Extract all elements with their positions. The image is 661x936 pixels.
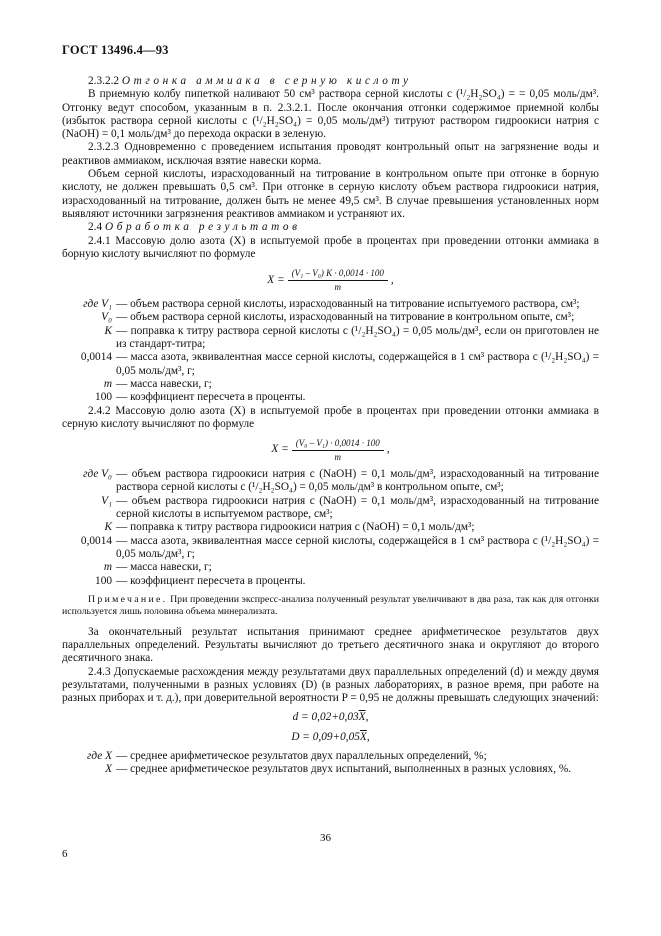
section-2323-text: 2.3.2.3 Одновременно с проведением испытания проводят контрольный опыт на загрязнение воды и реактивов аммиаком, исключая взятие навески корма. xyxy=(62,141,599,167)
definition-symbol: X xyxy=(105,762,112,775)
definition-row xyxy=(62,311,599,324)
section-243-text: 2.4.3 Допускаемые расхождения между результатами двух параллельных определений (d) и между двумя результатами, полученными в разных условиях (D) (в разных лабораториях, в разное время, при работе на разных приборах и т. д.), при доверительной вероятности P = 0,95 не должны превышать следующих значений: xyxy=(62,665,599,705)
definition-symbol: m xyxy=(103,377,112,390)
formula-fraction xyxy=(288,268,388,293)
definition-symbol: m xyxy=(103,561,112,574)
definition-symbol: 0,0014 xyxy=(80,351,112,364)
definition-text: — масса навески, г; xyxy=(116,377,212,390)
formula-lhs: X = xyxy=(271,443,289,456)
section-title: Отгонка аммиака в серную кислоту xyxy=(121,75,412,87)
mean-symbol: $\overline{X}$ xyxy=(358,710,366,723)
formula-denominator: m xyxy=(334,281,342,292)
definition-row xyxy=(62,750,599,763)
definition-row xyxy=(62,391,599,404)
note-label: Примечание. xyxy=(88,593,168,605)
definition-row xyxy=(62,495,599,522)
definition-row xyxy=(62,561,599,574)
final-result-paragraph: За окончательный результат испытания принимают среднее арифметическое результатов двух параллельных определений. Результаты вычисляют до третьего десятичного знака и округляют до второго десятичного знака. xyxy=(62,625,599,665)
formula-1-definitions xyxy=(62,298,599,404)
definition-text: — поправка к титру раствора гидроокиси натрия c (NaOH) = 0,1 моль/дм³; xyxy=(116,521,475,534)
definition-text: — объем раствора гидроокиси натрия c (NaOH) = 0,1 моль/дм³, израсходованный на титрование серной кислоты в испытуемом растворе, см³; xyxy=(116,494,599,521)
section-number: 2.3.2.2 xyxy=(88,75,120,87)
section-241-text: 2.4.1 Массовую долю азота (X) в испытуемой пробе в процентах при проведении отгонки аммиака в борную кислоту вычисляют по формуле xyxy=(62,234,599,260)
definition-text: — среднее арифметическое результатов двух испытаний, выполненных в разных условиях, %. xyxy=(116,762,572,775)
definition-symbol: V₁ xyxy=(101,494,112,507)
definition-text: — объем раствора серной кислоты, израсходованный на титрование испытуемого раствора, см³; xyxy=(116,298,580,311)
definition-text: — поправка к титру раствора серной кислоты c (¹/₂H₂SO₄) = 0,05 моль/дм³, если он приготовлен не из стандарт-титра; xyxy=(116,324,599,351)
formula-denominator: m xyxy=(334,451,342,462)
definition-symbol: V₀ xyxy=(101,311,112,324)
definition-row xyxy=(62,325,599,352)
definition-text: — объем раствора гидроокиси натрия c (NaOH) = 0,1 моль/дм³, израсходованный на титрование раствора серной кислоты c (¹/₂H₂SO₄) = 0,05 моль/дм³ в контрольном опыте, см³; xyxy=(116,468,599,494)
section-2322-text: В приемную колбу пипеткой наливают 50 см³ раствора серной кислоты c (¹/₂H₂SO₄) = = 0,05 моль/дм³. Отгонку ведут способом, указанным в п. 2.3.2.1. После окончания отгонки содержимое приемной колбы (избыток раствора серной кислоты c (¹/₂H₂SO₄) = 0,05 моль/дм³) титруют раствором гидроокиси натрия c (NaOH) = 0,1 моль/дм³ до перехода окраски в зеленую. xyxy=(62,88,599,141)
mean-definitions xyxy=(62,750,599,777)
definition-text: — масса азота, эквивалентная массе серной кислоты, содержащейся в 1 см³ раствора c (¹/₂H₂SO₄) = 0,05 моль/дм³, г; xyxy=(116,351,599,377)
definition-text: — коэффициент пересчета в проценты. xyxy=(116,574,306,587)
definition-row xyxy=(62,575,599,588)
tolerance-tail: , xyxy=(365,710,369,723)
definition-text: — масса навески, г; xyxy=(116,561,212,574)
definition-text: — коэффициент пересчета в проценты. xyxy=(116,391,306,404)
note xyxy=(62,594,599,618)
section-title: Обработка результатов xyxy=(104,221,301,234)
definition-symbol: K xyxy=(104,521,112,534)
tolerance-d xyxy=(62,709,599,726)
definition-symbol: 0,0014 xyxy=(80,534,112,547)
formula-tail: , xyxy=(390,273,394,286)
definition-text: — объем раствора серной кислоты, израсходованный на титрование в контрольном опыте, см³; xyxy=(116,311,575,324)
definition-row xyxy=(62,378,599,391)
definition-row xyxy=(62,763,599,776)
document-body xyxy=(62,75,599,776)
definition-text: — среднее арифметическое результатов двух параллельных определений, %; xyxy=(116,749,487,762)
note-text: При проведении экспресс-анализа полученный результат увеличивают в два раза, так как для отгонки используется лишь половина объема минерализата. xyxy=(62,593,599,617)
definition-symbol: 100 xyxy=(95,391,112,404)
definition-symbol: где V₁ xyxy=(83,298,112,311)
formula-2-definitions xyxy=(62,468,599,588)
definition-row xyxy=(62,535,599,562)
tolerance-D xyxy=(62,729,599,746)
formula-fraction xyxy=(292,438,384,463)
tolerance-tail: , xyxy=(366,730,370,743)
section-number: 2.4 xyxy=(88,221,103,234)
definition-row xyxy=(62,521,599,534)
section-242-text: 2.4.2 Массовую долю азота (X) в испытуемой пробе в процентах при проведении отгонки аммиака в серную кислоту вычисляют по формуле xyxy=(62,404,599,430)
definition-symbol: где V₀ xyxy=(83,468,112,481)
section-page-marker: 6 xyxy=(62,848,68,860)
mean-symbol: $\overline{X}$ xyxy=(359,730,367,743)
section-24-heading xyxy=(62,221,599,234)
formula-numerator: (V₁ – V₀) K · 0,0014 · 100 xyxy=(288,268,388,281)
control-volume-paragraph: Объем серной кислоты, израсходованный на титрование в контрольном опыте при отгонке в борную кислоту, не должен превышать 0,5 см³. При отгонке в серную кислоту объем раствора гидроокиси натрия, израсходованный на титрование, должен быть не менее 49,5 см³. В случае превышения установленных норм выявляют источники загрязнения реактивов аммиаком и устраняют их. xyxy=(62,168,599,220)
definition-row xyxy=(62,351,599,378)
definition-symbol: где X xyxy=(87,749,112,762)
tolerance-d-lhs: d = 0,02+0,03 xyxy=(292,710,359,723)
formula-tail: , xyxy=(386,443,390,456)
definition-row xyxy=(62,298,599,311)
definition-text: — масса азота, эквивалентная массе серной кислоты, содержащейся в 1 см³ раствора c (¹/₂H₂SO₄) = 0,05 моль/дм³, г; xyxy=(116,534,599,560)
formula-1 xyxy=(62,266,599,294)
section-2322-heading xyxy=(62,75,599,88)
tolerance-D-lhs: D = 0,09+0,05 xyxy=(291,730,360,743)
definition-row xyxy=(62,468,599,495)
definition-symbol: K xyxy=(104,324,112,337)
formula-lhs: X = xyxy=(267,273,285,286)
formula-numerator: (V₀ – V₁) · 0,0014 · 100 xyxy=(292,438,384,451)
document-header: ГОСТ 13496.4—93 xyxy=(62,43,169,57)
formula-2 xyxy=(62,436,599,464)
page-number: 36 xyxy=(320,832,331,844)
definition-symbol: 100 xyxy=(95,574,112,587)
